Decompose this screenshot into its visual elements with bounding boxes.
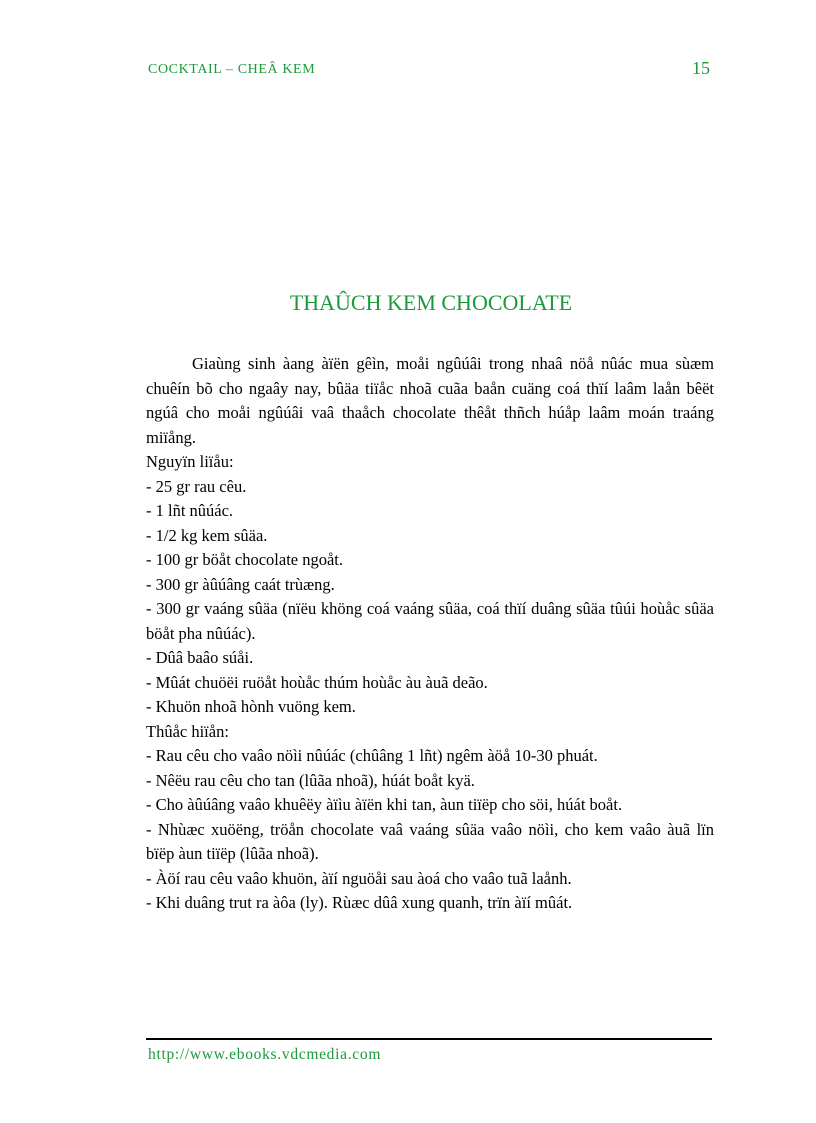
page-number: 15 <box>692 58 710 78</box>
recipe-title: THAÛCH KEM CHOCOLATE <box>289 290 573 315</box>
ingredient-item: - Khuön nhoã hònh vuöng kem. <box>146 697 356 716</box>
ingredients-heading: Nguyïn liïåu: <box>146 452 234 471</box>
intro-paragraph: Giaùng sinh àang àïën gêìn, moåi ngûúâi trong nhaâ nöå nûác mua sùæm chuêín bõ cho ngaây nay, bûäa tiïåc nhoã cuãa baån cuäng coá thïí laâm laån bêët ngúâ cho moåi ngûúâi vaâ thaåch chocolate thêåt thñch húåp laâm moán traáng miïång. <box>146 354 714 447</box>
ingredient-item: - 100 gr böåt chocolate ngoåt. <box>146 550 344 569</box>
step-item: - Cho àûúâng vaâo khuêëy àïìu àïën khi tan, àun tiïëp cho söi, húát boåt. <box>146 795 623 814</box>
ingredient-item: - 25 gr rau cêu. <box>146 476 247 496</box>
ingredient-item: - Mûát chuöëi ruöåt hoùåc thúm hoùåc àu àuã deão. <box>146 672 488 692</box>
recipe-body <box>146 352 714 916</box>
steps-heading: Thûåc hiïån: <box>146 721 229 741</box>
ingredient-item: - 300 gr vaáng sûäa (nïëu khöng coá vaáng sûäa, coá thïí duâng sûäa tûúi hoùåc sûäa böåt pha nûúác). <box>146 599 714 643</box>
step-item: - Rau cêu cho vaâo nöìi nûúác (chûâng 1 lñt) ngêm àöå 10-30 phuát. <box>146 746 598 765</box>
step-item: - Nêëu rau cêu cho tan (lûãa nhoã), húát boåt kyä. <box>146 770 475 790</box>
ingredient-item: - 1/2 kg kem sûäa. <box>146 525 268 545</box>
step-item: - Àöí rau cêu vaâo khuön, àïí nguöåi sau àoá cho vaâo tuã laånh. <box>146 868 572 888</box>
footer-url[interactable]: http://www.ebooks.vdcmedia.com <box>148 1046 382 1063</box>
footer-divider <box>146 1038 712 1040</box>
step-item: - Nhùæc xuöëng, tröån chocolate vaâ vaáng sûäa vaâo nöìi, cho kem vaâo àuã lïn bïëp àun tiïëp (lûãa nhoã). <box>146 819 714 863</box>
step-item: - Khi duâng trut ra àôa (ly). Rùæc dûâ xung quanh, trïn àïí mûát. <box>146 893 573 912</box>
ingredient-item: - Dûâ baâo súåi. <box>146 648 254 667</box>
ingredient-item: - 1 lñt nûúác. <box>146 501 234 520</box>
ingredient-item: - 300 gr àûúâng caát trùæng. <box>146 574 335 594</box>
running-header: COCKTAIL – CHEÂ KEM <box>148 62 316 77</box>
